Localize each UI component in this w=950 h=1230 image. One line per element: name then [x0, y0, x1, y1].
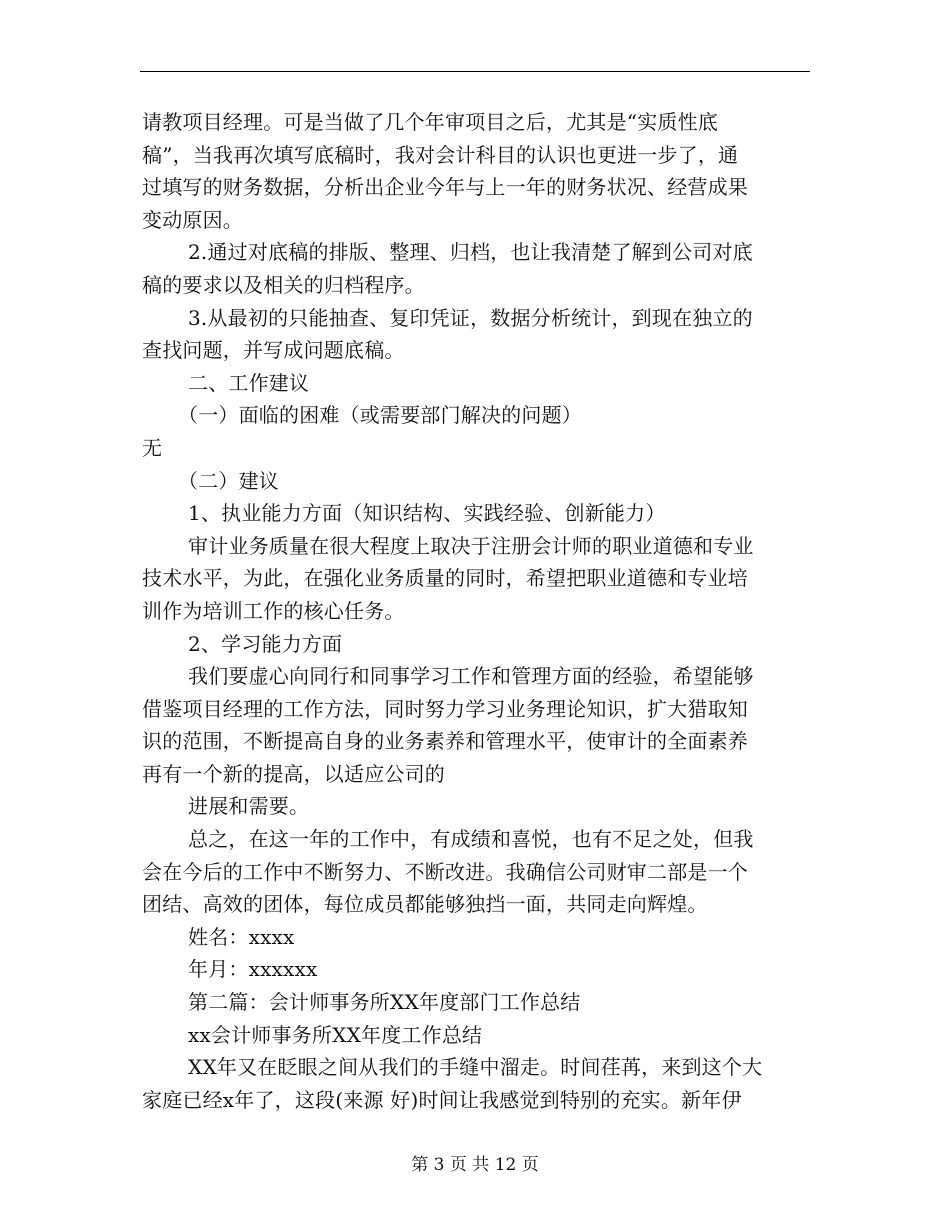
paragraph-line: 训作为培训工作的核心任务。 — [142, 598, 405, 623]
paragraph-line: 审计业务质量在很大程度上取决于注册会计师的职业道德和专业 — [188, 533, 754, 558]
header-rule — [140, 71, 810, 72]
item-heading: 2、学习能力方面 — [188, 631, 343, 656]
paragraph-line: 无 — [142, 435, 163, 460]
subsection-heading: （一）面临的困难（或需要部门解决的问题） — [178, 403, 582, 428]
paragraph-line: 稿的要求以及相关的归档程序。 — [142, 272, 425, 297]
footer-prefix: 第 — [411, 1155, 429, 1175]
document-body — [142, 106, 812, 1116]
subsection-heading: （二）建议 — [178, 468, 279, 493]
chapter-heading: 第二篇：会计师事务所XX年度部门工作总结 — [188, 990, 581, 1015]
paragraph-line: 团结、高效的团体，每位成员都能够独挡一面，共同走向辉煌。 — [142, 892, 708, 917]
paragraph-line: 过填写的财务数据，分析出企业今年与上一年的财务状况、经营成果 — [142, 175, 748, 200]
section-heading: 二、工作建议 — [188, 370, 310, 395]
paragraph-line: 变动原因。 — [142, 207, 243, 232]
signature-date: 年月：xxxxxx — [188, 957, 318, 982]
current-page-number: 3 — [433, 1155, 445, 1175]
paragraph-line: 请教项目经理。可是当做了几个年审项目之后，尤其是“实质性底 — [142, 110, 719, 134]
paragraph-line: 3.从最初的只能抽查、复印凭证，数据分析统计，到现在独立的 — [188, 305, 753, 330]
paragraph-line: 总之，在这一年的工作中，有成绩和喜悦，也有不足之处，但我 — [188, 827, 754, 852]
footer-middle: 页 共 — [449, 1155, 490, 1175]
paragraph-line: 识的范围，不断提高自身的业务素养和管理水平，使审计的全面素养 — [142, 729, 748, 754]
item-heading: 1、执业能力方面（知识结构、实践经验、创新能力） — [188, 501, 666, 526]
paragraph-line: 进展和需要。 — [188, 794, 310, 819]
signature-name: 姓名：xxxx — [188, 924, 295, 949]
paragraph-line: 稿”，当我再次填写底稿时，我对会计科目的认识也更进一步了，通 — [142, 142, 739, 167]
paragraph-line: 我们要虚心向同行和同事学习工作和管理方面的经验，希望能够 — [188, 664, 754, 689]
paragraph-line: 再有一个新的提高，以适应公司的 — [142, 761, 445, 786]
footer-suffix: 页 — [521, 1155, 539, 1175]
page-footer — [0, 1153, 950, 1177]
total-page-count: 12 — [494, 1155, 517, 1175]
document-title: xx会计师事务所XX年度工作总结 — [188, 1022, 483, 1047]
paragraph-line: 技术水平，为此，在强化业务质量的同时，希望把职业道德和专业培 — [142, 566, 748, 591]
paragraph-line: 2.通过对底稿的排版、整理、归档，也让我清楚了解到公司对底 — [188, 240, 753, 265]
paragraph-line: 查找问题，并写成问题底稿。 — [142, 338, 405, 363]
paragraph-line: 家庭已经x年了，这段(来源 好)时间让我感觉到特别的充实。新年伊 — [142, 1087, 742, 1112]
paragraph-line: XX年又在眨眼之间从我们的手缝中溜走。时间荏苒，来到这个大 — [188, 1055, 763, 1080]
paragraph-line: 借鉴项目经理的工作方法，同时努力学习业务理论知识，扩大猎取知 — [142, 696, 748, 721]
paragraph-line: 会在今后的工作中不断努力、不断改进。我确信公司财审二部是一个 — [142, 859, 748, 884]
